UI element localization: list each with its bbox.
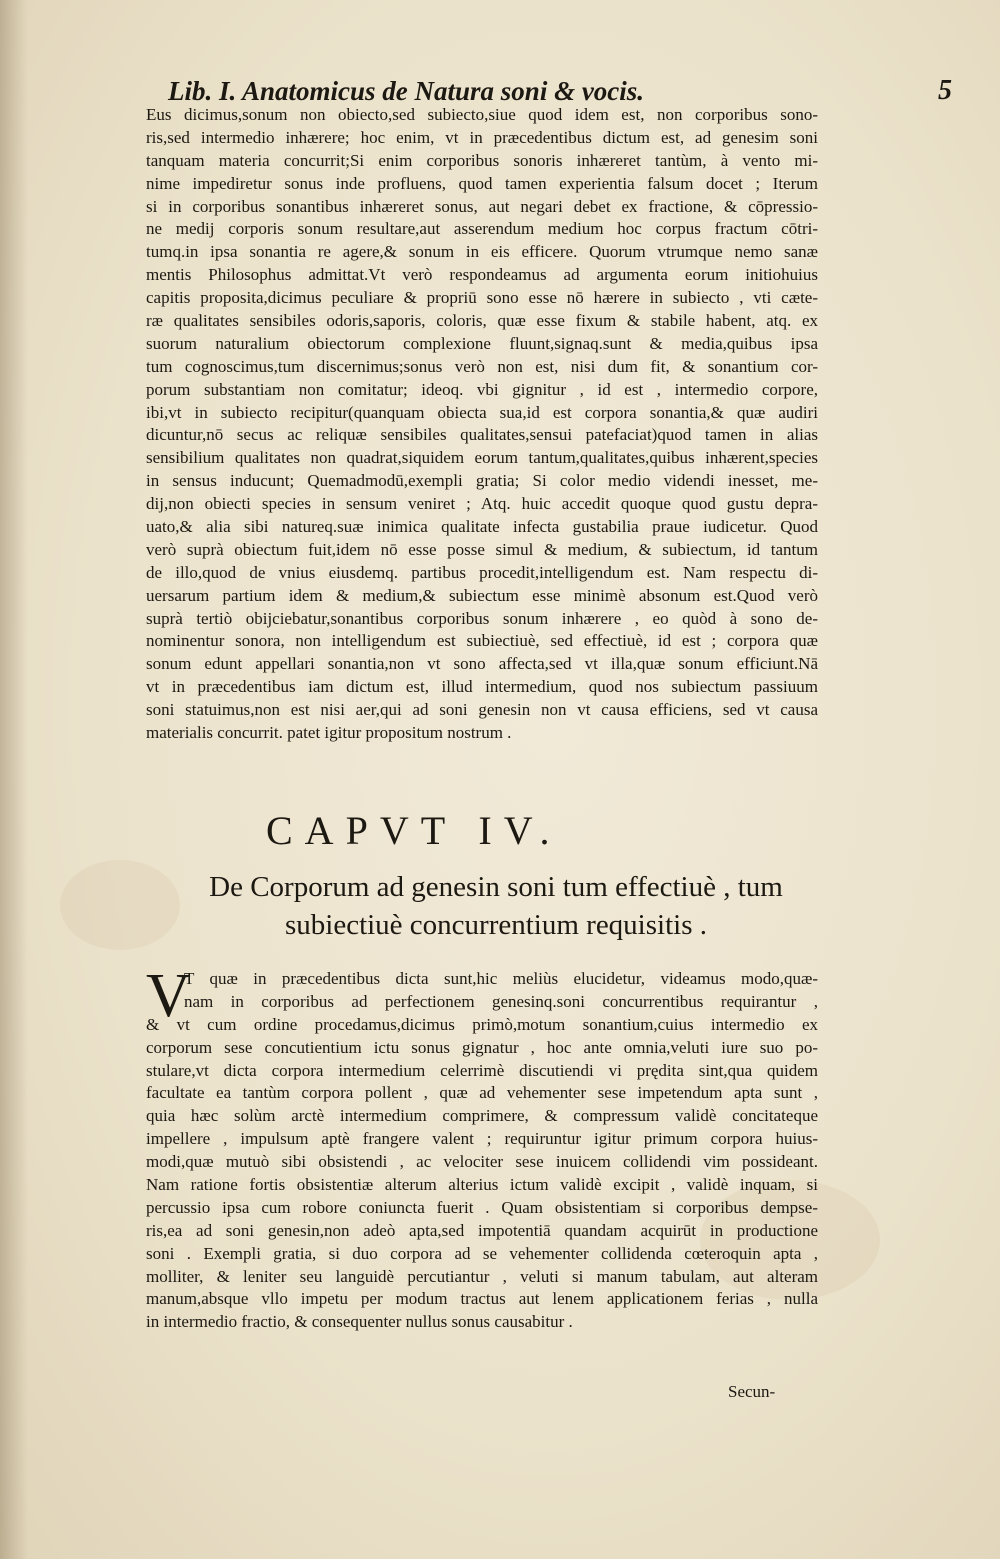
text-line: in sensus inducunt; Quemadmodū,exempli gratia; Si color medio videndi inesset, me- xyxy=(146,471,818,491)
text-line: de illo,quod de vnius eiusdemq. partibus procedit,intelligendum est. Nam respectu di- xyxy=(146,562,818,582)
text-line: nime impediretur sonus inde profluens, quod tamen experientia falsum docet ; Iterum xyxy=(146,173,818,193)
text-line: ne medij corporis sonum resultare,aut asserendum medium hoc corpus fractum cōtri- xyxy=(146,219,818,239)
text-line: dicuntur,nō secus ac reliquæ sensibiles qualitates,sensui patefaciat)quod tamen in alias xyxy=(146,425,818,445)
text-line: in intermedio fractio, & consequenter nullus sonus causabitur . xyxy=(146,1312,573,1332)
text-line: si in corporibus sonantibus inhæreret sonus, aut negari debet ex fractione, & cōpressio- xyxy=(146,196,818,216)
running-head: Lib. I. Anatomicus de Natura soni & vocis. xyxy=(168,76,645,106)
text-line: modi,quæ mutuò sibi obsistendi , ac velociter sese inuicem collidendi vim possideant. xyxy=(146,1152,818,1172)
page-gutter-shadow xyxy=(0,0,28,1559)
text-line: tum cognoscimus,tum discernimus;sonus verò non est, nisi dum fit, & sonantium cor- xyxy=(146,356,818,376)
text-line: ris,ea ad soni genesin,non adeò apta,sed impotentiā quandam acquirūt in productione xyxy=(146,1220,818,1240)
text-line: sensibilium qualitates non quadrat,siquidem eorum tantum,qualitates,quibus inhærent,species xyxy=(146,448,818,468)
text-line: verò suprà obiectum fuit,idem nō esse posse simul & medium, & subiectum, id tantum xyxy=(146,539,818,559)
text-line: materialis concurrit. patet igitur propositum nostrum . xyxy=(146,723,512,743)
drop-cap: V xyxy=(146,962,191,1030)
text-line: capitis proposita,dicimus peculiare & propriū sono esse nō hærere in subiecto , vti cæte- xyxy=(146,288,818,308)
text-line: quia hæc solùm arctè intermedium comprimere, & compressum validè concitateque xyxy=(146,1106,818,1126)
text-line: suorum naturalium obiectorum complexione fluunt,signaq.sunt & media,quibus ipsa xyxy=(146,333,818,353)
text-line: molliter, & leniter seu languidè percutiantur , veluti si manum tabulam, aut alteram xyxy=(146,1266,818,1286)
text-line: porum substantiam non comitatur; ideoq. vbi gignitur , id est , intermedio corpore, xyxy=(146,379,818,399)
text-line: soni statuimus,non est nisi aer,qui ad soni genesin non vt causa efficiens, sed vt causa xyxy=(146,700,818,720)
text-line: ris,sed intermedio inhærere; hoc enim, vt in præcedentibus dictum est, ad genesim soni xyxy=(146,127,818,147)
text-line: tanquam materia concurrit;Si enim corporibus sonoris inhæreret tantùm, à vento mi- xyxy=(146,150,818,170)
paper-stain xyxy=(60,860,180,950)
page-number: 5 xyxy=(938,75,952,106)
text-line: vt in præcedentibus iam dictum est, illud intermedium, quod nos subiectum passiuum xyxy=(146,677,818,697)
text-line: corporum sese concutientium ictu sonus gignatur , hoc ante omnia,veluti iure suo po- xyxy=(146,1037,818,1057)
text-line: stulare,vt dicta corpora intermedium celerrimè discutiendi vi prędita sint,qua quidem xyxy=(146,1060,818,1080)
text-line: T quæ in præcedentibus dicta sunt,hic meliùs elucidetur, videamus modo,quæ- xyxy=(184,969,818,988)
text-line: uato,& alia sibi natureq.suæ inimica qualitate infecta gustabilia praue iudicetur. Quod xyxy=(146,517,818,537)
text-line: soni . Exempli gratia, si duo corpora ad se vehementer collidenda cœteroquin apta , xyxy=(146,1243,818,1263)
text-line: impellere , impulsum aptè frangere valent ; requiruntur igitur primum corpora huius- xyxy=(146,1129,818,1149)
text-line: sonum edunt appellari sonantia,non vt sono affecta,sed vt illa,quæ sonum efficiunt.Nā xyxy=(146,654,818,674)
text-line: percussio ipsa cum robore coniuncta fuerit . Quam obsistentiam si corporibus dempse- xyxy=(146,1197,818,1217)
text-line: nominentur sonora, non intelligendum est subiectiuè, sed effectiuè, id est ; corpora quæ xyxy=(146,631,818,651)
text-line: suprà tertiò obijciebatur,sonantibus corporibus sonum inhærere , eo quòd à sono de- xyxy=(146,608,818,628)
text-line: tumq.in ipsa sonantia re agere,& sonum in eis efficere. Quorum vtrumque nemo sanæ xyxy=(146,242,818,262)
text-line: ibi,vt in subiecto recipitur(quanquam obiecta sua,id est corpora sonantia,& quæ audiri xyxy=(146,402,818,422)
text-line: dij,non obiecti species in sensum veniret ; Atq. huic accedit quoque quod gustu depra- xyxy=(146,494,818,514)
text-line: manum,absque vllo impetu per modum tractus aut lenem applicationem ferias , nulla xyxy=(146,1289,818,1309)
paragraph-text-block xyxy=(146,968,818,1334)
text-line: nam in corporibus ad perfectionem genesinq.soni concurrentibus requirantur , xyxy=(184,991,818,1011)
catchword: Secun- xyxy=(728,1382,776,1401)
text-line: uersarum partium idem & medium,& subiectum esse minimè absonum est.Quod verò xyxy=(146,585,818,605)
chapter-title-line-1: De Corporum ad genesin soni tum effectiuè , tum xyxy=(209,871,783,903)
text-line: facultate ea tantùm corpora pollent , quæ ad vehementer sese impetendum apta sunt , xyxy=(146,1083,818,1103)
text-line: Nam ratione fortis obsistentiæ alterum alterius ictum validè excipit , validè inquam, si xyxy=(146,1175,818,1195)
chapter-number: CAPVT IV. xyxy=(266,808,562,853)
body-text-block xyxy=(146,104,818,745)
text-line: mentis Philosophus admittat.Vt verò respondeamus ad argumenta eorum initiohuius xyxy=(146,265,818,285)
chapter-title-line-2: subiectiuè concurrentium requisitis . xyxy=(284,909,707,941)
text-line: Eus dicimus,sonum non obiecto,sed subiecto,siue quod idem est, non corporibus sono- xyxy=(146,105,818,124)
text-line: & vt cum ordine procedamus,dicimus primò,motum sonantium,cuius intermedio ex xyxy=(146,1014,818,1034)
text-line: ræ qualitates sensibiles odoris,saporis, coloris, quæ esse fixum & stabile habent, atq. ex xyxy=(146,311,818,331)
